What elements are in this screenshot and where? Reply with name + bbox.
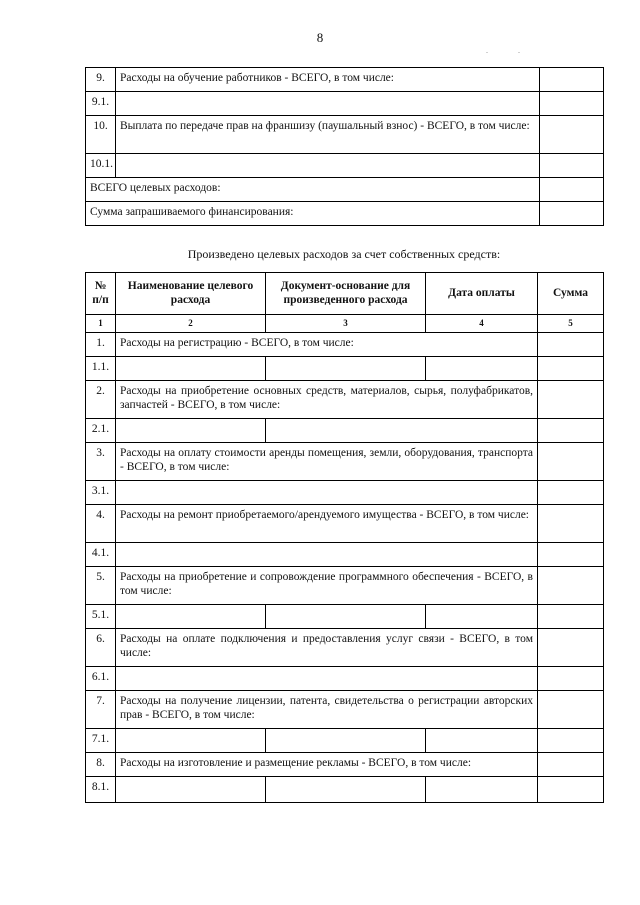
page-number: 8 [316, 30, 324, 45]
row-number: 7.1. [86, 729, 116, 753]
expense-name-cell[interactable] [116, 481, 538, 505]
item-row [86, 667, 604, 691]
header-row [86, 273, 604, 315]
header-amount: Сумма [538, 273, 604, 315]
row-number: 5.1. [86, 605, 116, 629]
total-row [86, 178, 604, 202]
expenses-table-continued [85, 67, 604, 226]
item-row [86, 729, 604, 753]
row-number: 8.1. [86, 777, 116, 803]
table-row [86, 68, 604, 92]
expense-name-cell[interactable] [116, 605, 266, 629]
section-subtitle: Произведено целевых расходов за счет собственных средств: [187, 247, 501, 261]
row-number: 6.1. [86, 667, 116, 691]
amount-cell[interactable] [538, 667, 604, 691]
amount-cell[interactable] [538, 777, 604, 803]
row-number: 1.1. [86, 357, 116, 381]
amount-cell[interactable] [540, 92, 604, 116]
header-num: № п/п [86, 273, 116, 315]
amount-cell[interactable] [538, 567, 604, 605]
row-description: Выплата по передаче прав на франшизу (паушальный взнос) - ВСЕГО, в том числе: [116, 116, 540, 154]
category-description: Расходы на приобретение основных средств, материалов, сырья, полуфабрикатов, запчастей - ВСЕГО, в том числе: [116, 381, 538, 419]
table-row [86, 154, 604, 178]
payment-date-cell[interactable] [426, 605, 538, 629]
table-row [86, 116, 604, 154]
row-number: 10. [86, 116, 116, 154]
category-row [86, 567, 604, 605]
category-row [86, 691, 604, 729]
row-number: 5. [86, 567, 116, 605]
item-row [86, 777, 604, 803]
row-number: 6. [86, 629, 116, 667]
row-number: 9. [86, 68, 116, 92]
category-description: Расходы на оплате подключения и предоставления услуг связи - ВСЕГО, в том числе: [116, 629, 538, 667]
category-description: Расходы на изготовление и размещение рекламы - ВСЕГО, в том числе: [116, 753, 538, 777]
row-number: 2.1. [86, 419, 116, 443]
amount-cell[interactable] [540, 116, 604, 154]
expense-name-cell[interactable] [116, 729, 266, 753]
expense-name-cell[interactable] [116, 357, 266, 381]
total-amount-cell[interactable] [540, 178, 604, 202]
document-cell[interactable] [266, 777, 426, 803]
document-cell[interactable] [266, 605, 426, 629]
request-amount-cell[interactable] [540, 202, 604, 226]
row-number: 10.1. [86, 154, 116, 178]
amount-cell[interactable] [538, 543, 604, 567]
header-document: Документ-основание для произведенного расхода [266, 273, 426, 315]
row-description: Расходы на обучение работников - ВСЕГО, в том числе: [116, 68, 540, 92]
category-row [86, 443, 604, 481]
item-row [86, 543, 604, 567]
category-description: Расходы на ремонт приобретаемого/арендуемого имущества - ВСЕГО, в том числе: [116, 505, 538, 543]
total-label: ВСЕГО целевых расходов: [86, 178, 540, 202]
expense-name-cell[interactable] [116, 419, 266, 443]
expense-name-cell[interactable] [116, 777, 266, 803]
amount-cell[interactable] [538, 729, 604, 753]
expense-name-cell[interactable] [116, 667, 538, 691]
amount-cell[interactable] [538, 481, 604, 505]
category-description: Расходы на приобретение и сопровождение программного обеспечения - ВСЕГО, в том числе: [116, 567, 538, 605]
document-cell[interactable] [266, 729, 426, 753]
amount-cell[interactable] [538, 605, 604, 629]
amount-cell[interactable] [538, 753, 604, 777]
row-number: 9.1. [86, 92, 116, 116]
column-index: 3 [266, 314, 426, 332]
row-number: 3.1. [86, 481, 116, 505]
request-label: Сумма запрашиваемого финансирования: [86, 202, 540, 226]
category-row [86, 381, 604, 419]
expense-name-cell[interactable] [116, 543, 538, 567]
row-number: 8. [86, 753, 116, 777]
amount-cell[interactable] [538, 381, 604, 419]
column-index: 2 [116, 314, 266, 332]
column-index: 1 [86, 314, 116, 332]
amount-cell[interactable] [540, 68, 604, 92]
table-row [86, 92, 604, 116]
header-expense-name: Наименование целевого расхода [116, 273, 266, 315]
index-row [86, 314, 604, 332]
amount-cell[interactable] [538, 443, 604, 481]
category-row [86, 505, 604, 543]
scan-mark: . . [486, 46, 534, 55]
amount-cell[interactable] [538, 419, 604, 443]
payment-date-cell[interactable] [426, 777, 538, 803]
item-row [86, 481, 604, 505]
amount-cell[interactable] [538, 333, 604, 357]
item-row [86, 419, 604, 443]
payment-date-cell[interactable] [426, 729, 538, 753]
category-row [86, 753, 604, 777]
column-index: 5 [538, 314, 604, 332]
document-cell[interactable] [266, 419, 538, 443]
amount-cell[interactable] [538, 629, 604, 667]
category-description: Расходы на регистрацию - ВСЕГО, в том числе: [116, 333, 538, 357]
row-number: 7. [86, 691, 116, 729]
row-number: 3. [86, 443, 116, 481]
amount-cell[interactable] [540, 154, 604, 178]
own-funds-expenses-table [85, 272, 604, 803]
request-row [86, 202, 604, 226]
category-description: Расходы на получение лицензии, патента, свидетельства о регистрации авторских прав - ВСЕГО, в том числе: [116, 691, 538, 729]
category-description: Расходы на оплату стоимости аренды помещения, земли, оборудования, транспорта - ВСЕГО, в том числе: [116, 443, 538, 481]
row-description[interactable] [116, 92, 540, 116]
category-row [86, 629, 604, 667]
category-row [86, 333, 604, 357]
row-number: 1. [86, 333, 116, 357]
row-number: 2. [86, 381, 116, 419]
amount-cell[interactable] [538, 691, 604, 729]
item-row [86, 605, 604, 629]
row-number: 4.1. [86, 543, 116, 567]
payment-date-cell[interactable] [426, 357, 538, 381]
amount-cell[interactable] [538, 505, 604, 543]
amount-cell[interactable] [538, 357, 604, 381]
row-number: 4. [86, 505, 116, 543]
header-payment-date: Дата оплаты [426, 273, 538, 315]
item-row [86, 357, 604, 381]
document-cell[interactable] [266, 357, 426, 381]
column-index: 4 [426, 314, 538, 332]
row-description[interactable] [116, 154, 540, 178]
